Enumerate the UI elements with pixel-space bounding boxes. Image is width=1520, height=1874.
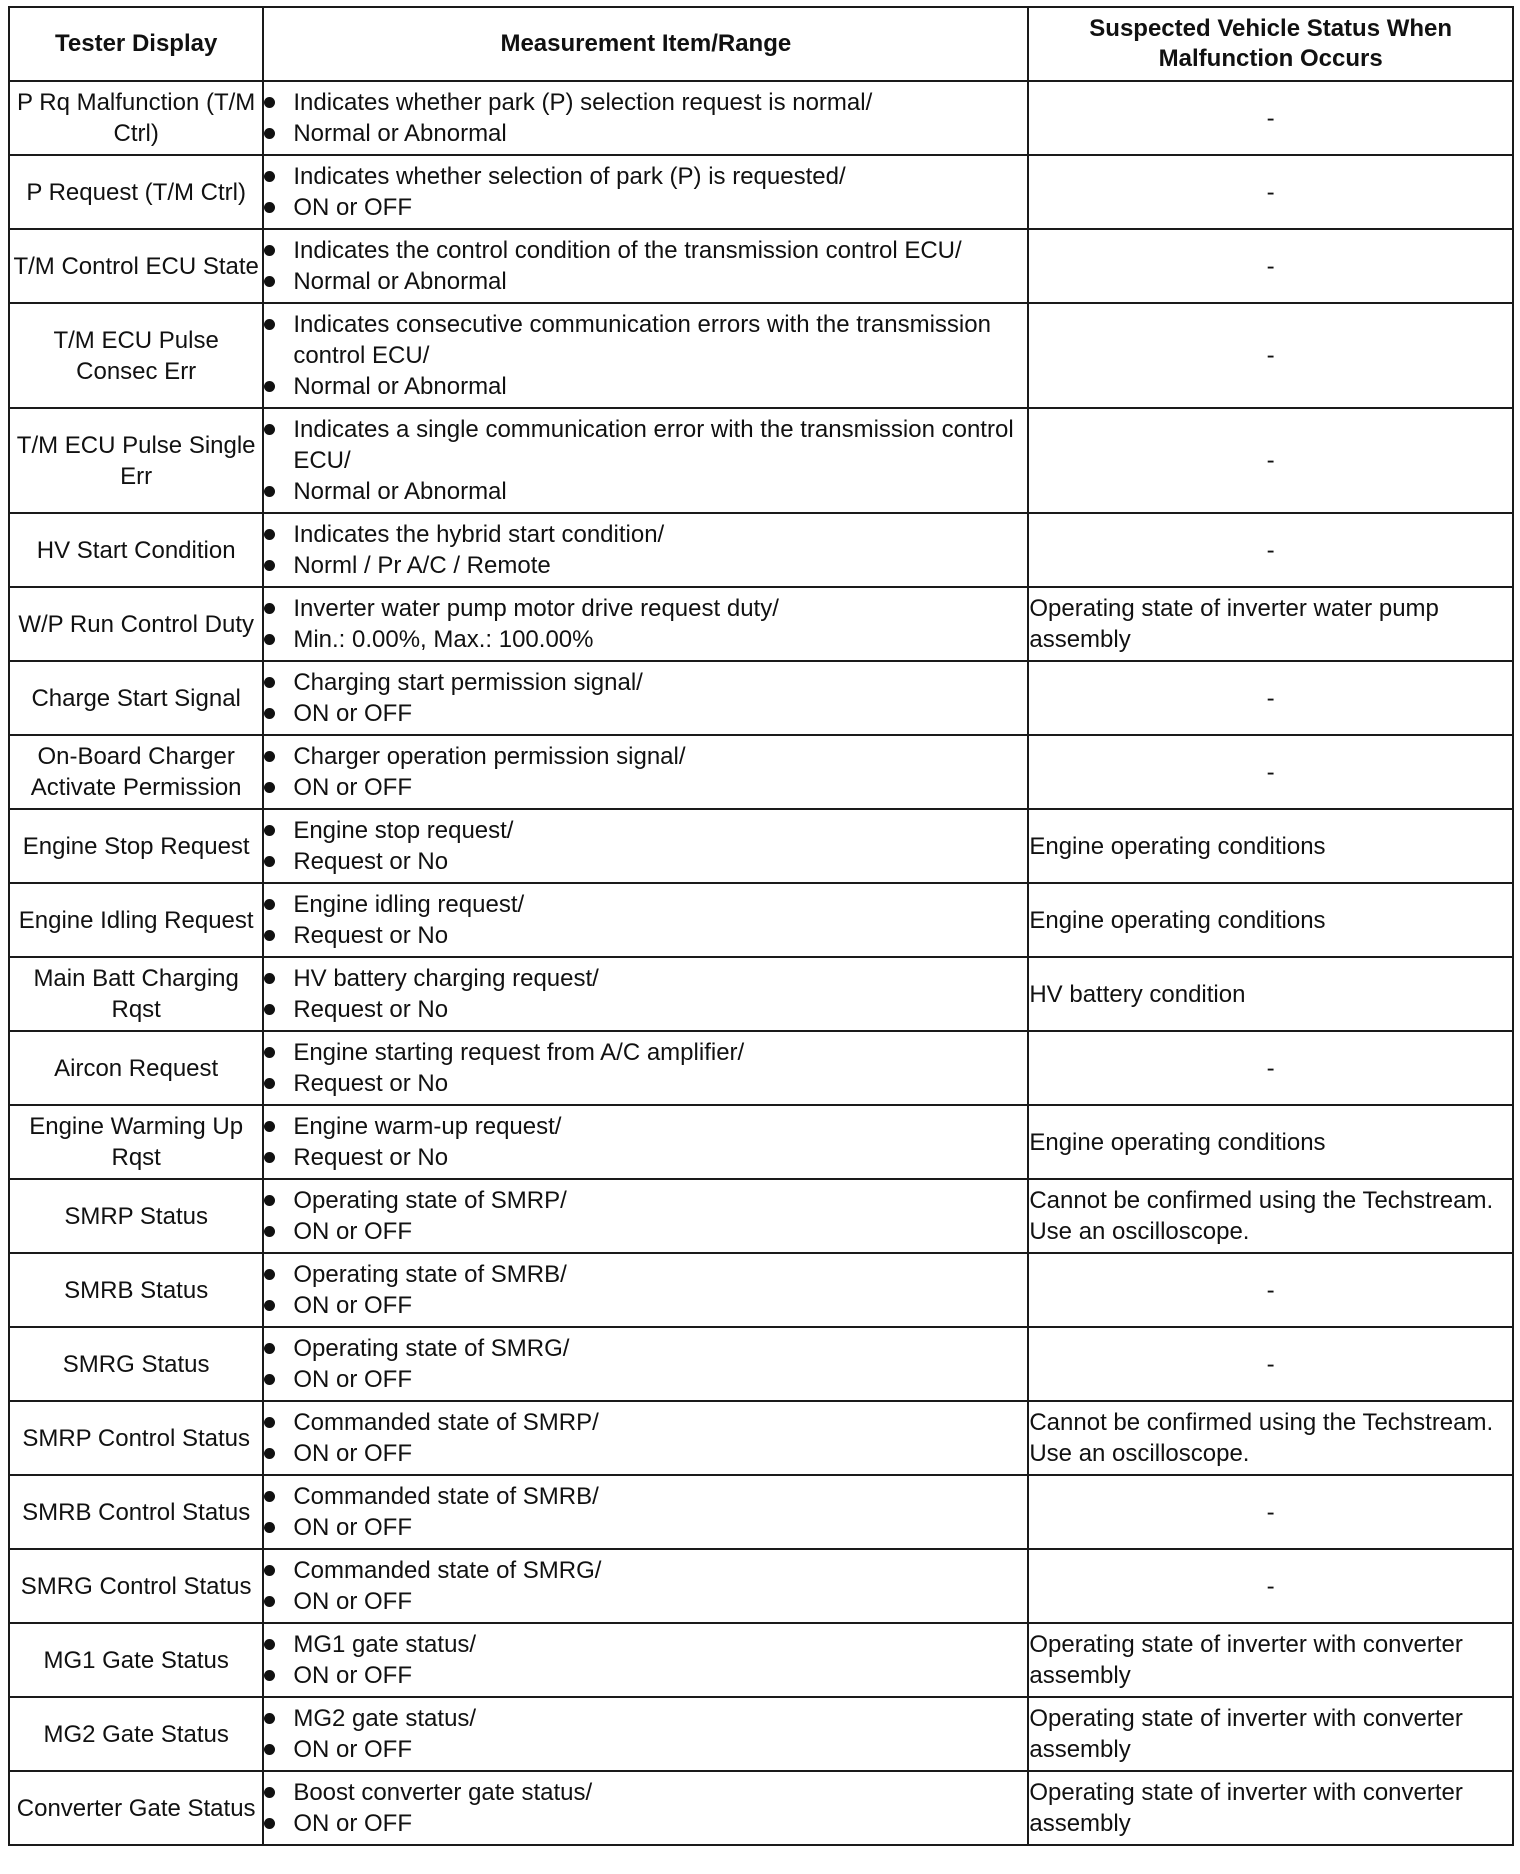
suspected-status-cell: Engine operating conditions — [1028, 1105, 1513, 1179]
tester-display-cell: W/P Run Control Duty — [9, 587, 263, 661]
measurement-range — [264, 624, 1027, 655]
measurement-cell — [263, 1105, 1028, 1179]
table-row — [9, 303, 1513, 408]
measurement-item — [264, 667, 1027, 698]
measurement-item — [264, 161, 1027, 192]
bullet-icon — [264, 128, 275, 139]
bullet-icon — [264, 1522, 275, 1533]
table-row — [9, 809, 1513, 883]
measurement-range — [264, 1734, 1027, 1765]
header-measurement-item: Measurement Item/Range — [263, 7, 1028, 81]
bullet-icon — [264, 1152, 275, 1163]
measurement-range-text: Request or No — [293, 848, 449, 875]
header-tester-display: Tester Display — [9, 7, 263, 81]
tester-display-cell: HV Start Condition — [9, 513, 263, 587]
measurement-item-text: Operating state of SMRG/ — [293, 1335, 570, 1362]
table-row — [9, 661, 1513, 735]
table-row — [9, 1549, 1513, 1623]
measurement-cell — [263, 1475, 1028, 1549]
bullet-icon — [264, 1744, 275, 1755]
tester-display-cell: Main Batt Charging Rqst — [9, 957, 263, 1031]
measurement-range-text: ON or OFF — [293, 700, 412, 727]
bullet-icon — [264, 1195, 275, 1206]
tester-display-cell: Converter Gate Status — [9, 1771, 263, 1845]
measurement-range-text: Request or No — [293, 922, 449, 949]
measurement-item — [264, 741, 1027, 772]
bullet-icon — [264, 708, 275, 719]
table-row — [9, 1697, 1513, 1771]
suspected-status-cell: - — [1028, 229, 1513, 303]
suspected-status-cell: Engine operating conditions — [1028, 883, 1513, 957]
measurement-range-text: ON or OFF — [293, 1588, 412, 1615]
suspected-status-cell: Engine operating conditions — [1028, 809, 1513, 883]
table-row — [9, 229, 1513, 303]
bullet-icon — [264, 97, 275, 108]
table-body — [9, 81, 1513, 1845]
measurement-range-text: ON or OFF — [293, 194, 412, 221]
measurement-item — [264, 1481, 1027, 1512]
measurement-cell — [263, 513, 1028, 587]
measurement-item-text: Operating state of SMRB/ — [293, 1261, 567, 1288]
suspected-status-cell: Operating state of inverter with converter assembly — [1028, 1697, 1513, 1771]
table-row — [9, 1179, 1513, 1253]
table-row — [9, 1771, 1513, 1845]
measurement-cell — [263, 587, 1028, 661]
tester-display-cell: T/M ECU Pulse Consec Err — [9, 303, 263, 408]
measurement-range-text: Norml / Pr A/C / Remote — [293, 552, 551, 579]
suspected-status-cell: - — [1028, 1475, 1513, 1549]
measurement-range-text: ON or OFF — [293, 1514, 412, 1541]
bullet-icon — [264, 1787, 275, 1798]
measurement-item — [264, 889, 1027, 920]
measurement-cell — [263, 408, 1028, 513]
measurement-item-text: Engine starting request from A/C amplifier/ — [293, 1039, 745, 1066]
measurement-range-text: ON or OFF — [293, 1218, 412, 1245]
measurement-item — [264, 309, 1027, 371]
measurement-range — [264, 1142, 1027, 1173]
bullet-icon — [264, 751, 275, 762]
measurement-item — [264, 519, 1027, 550]
measurement-range — [264, 1586, 1027, 1617]
measurement-range — [264, 846, 1027, 877]
bullet-icon — [264, 856, 275, 867]
bullet-icon — [264, 825, 275, 836]
bullet-icon — [264, 1004, 275, 1015]
bullet-icon — [264, 381, 275, 392]
bullet-icon — [264, 1047, 275, 1058]
table-row — [9, 155, 1513, 229]
measurement-item — [264, 1333, 1027, 1364]
bullet-icon — [264, 1417, 275, 1428]
measurement-cell — [263, 1179, 1028, 1253]
measurement-item-text: Boost converter gate status/ — [293, 1779, 593, 1806]
measurement-range — [264, 772, 1027, 803]
bullet-icon — [264, 1565, 275, 1576]
measurement-range — [264, 266, 1027, 297]
bullet-icon — [264, 1300, 275, 1311]
data-list-table — [8, 6, 1514, 1846]
suspected-status-cell: - — [1028, 735, 1513, 809]
measurement-item — [264, 1703, 1027, 1734]
bullet-icon — [264, 486, 275, 497]
tester-display-cell: P Request (T/M Ctrl) — [9, 155, 263, 229]
suspected-status-cell: - — [1028, 1031, 1513, 1105]
tester-display-cell: SMRB Status — [9, 1253, 263, 1327]
suspected-status-cell: - — [1028, 1253, 1513, 1327]
measurement-item-text: Indicates consecutive communication errors with the transmission control ECU/ — [293, 311, 991, 369]
suspected-status-cell: Cannot be confirmed using the Techstream. Use an oscilloscope. — [1028, 1401, 1513, 1475]
table-row — [9, 81, 1513, 155]
measurement-range-text: Request or No — [293, 996, 449, 1023]
suspected-status-cell: - — [1028, 155, 1513, 229]
measurement-cell — [263, 883, 1028, 957]
suspected-status-cell: - — [1028, 303, 1513, 408]
measurement-item — [264, 1185, 1027, 1216]
bullet-icon — [264, 1596, 275, 1607]
suspected-status-cell: HV battery condition — [1028, 957, 1513, 1031]
tester-display-cell: SMRG Control Status — [9, 1549, 263, 1623]
measurement-range-text: Normal or Abnormal — [293, 478, 507, 505]
bullet-icon — [264, 899, 275, 910]
measurement-item — [264, 1777, 1027, 1808]
tester-display-cell: P Rq Malfunction (T/M Ctrl) — [9, 81, 263, 155]
table-row — [9, 1401, 1513, 1475]
measurement-item — [264, 963, 1027, 994]
measurement-cell — [263, 303, 1028, 408]
bullet-icon — [264, 634, 275, 645]
measurement-range — [264, 476, 1027, 507]
measurement-range — [264, 192, 1027, 223]
bullet-icon — [264, 1639, 275, 1650]
measurement-item — [264, 1259, 1027, 1290]
bullet-icon — [264, 930, 275, 941]
tester-display-cell: Aircon Request — [9, 1031, 263, 1105]
measurement-item-text: Charger operation permission signal/ — [293, 743, 686, 770]
measurement-cell — [263, 1031, 1028, 1105]
table-row — [9, 1475, 1513, 1549]
bullet-icon — [264, 1491, 275, 1502]
measurement-cell — [263, 229, 1028, 303]
measurement-range — [264, 118, 1027, 149]
table-row — [9, 587, 1513, 661]
measurement-item — [264, 87, 1027, 118]
measurement-item-text: Operating state of SMRP/ — [293, 1187, 567, 1214]
suspected-status-cell: - — [1028, 1327, 1513, 1401]
suspected-status-cell: - — [1028, 408, 1513, 513]
table-row — [9, 957, 1513, 1031]
tester-display-cell: SMRP Status — [9, 1179, 263, 1253]
measurement-range-text: Request or No — [293, 1070, 449, 1097]
measurement-cell — [263, 1623, 1028, 1697]
measurement-cell — [263, 1327, 1028, 1401]
tester-display-cell: MG2 Gate Status — [9, 1697, 263, 1771]
measurement-range-text: Normal or Abnormal — [293, 373, 507, 400]
measurement-range-text: ON or OFF — [293, 774, 412, 801]
suspected-status-cell: Operating state of inverter with converter assembly — [1028, 1623, 1513, 1697]
header-suspected-status: Suspected Vehicle Status When Malfunction Occurs — [1028, 7, 1513, 81]
measurement-item-text: Engine warm-up request/ — [293, 1113, 562, 1140]
measurement-range — [264, 920, 1027, 951]
bullet-icon — [264, 560, 275, 571]
measurement-item-text: Commanded state of SMRB/ — [293, 1483, 599, 1510]
tester-display-cell: Engine Warming Up Rqst — [9, 1105, 263, 1179]
measurement-cell — [263, 661, 1028, 735]
measurement-cell — [263, 1549, 1028, 1623]
tester-display-cell: MG1 Gate Status — [9, 1623, 263, 1697]
table-row — [9, 1031, 1513, 1105]
tester-display-cell: T/M ECU Pulse Single Err — [9, 408, 263, 513]
measurement-item — [264, 1629, 1027, 1660]
measurement-item — [264, 1037, 1027, 1068]
measurement-cell — [263, 1401, 1028, 1475]
measurement-item-text: Indicates the control condition of the transmission control ECU/ — [293, 237, 962, 264]
measurement-range-text: ON or OFF — [293, 1366, 412, 1393]
bullet-icon — [264, 1670, 275, 1681]
tester-display-cell: T/M Control ECU State — [9, 229, 263, 303]
measurement-range — [264, 1512, 1027, 1543]
bullet-icon — [264, 529, 275, 540]
measurement-range-text: ON or OFF — [293, 1292, 412, 1319]
table-row — [9, 1623, 1513, 1697]
bullet-icon — [264, 1818, 275, 1829]
bullet-icon — [264, 1448, 275, 1459]
measurement-range-text: ON or OFF — [293, 1662, 412, 1689]
measurement-cell — [263, 1697, 1028, 1771]
bullet-icon — [264, 1374, 275, 1385]
measurement-range — [264, 1808, 1027, 1839]
measurement-item — [264, 1555, 1027, 1586]
table-row — [9, 735, 1513, 809]
measurement-range — [264, 1068, 1027, 1099]
measurement-range-text: Normal or Abnormal — [293, 268, 507, 295]
measurement-item-text: Indicates whether selection of park (P) is requested/ — [293, 163, 846, 190]
bullet-icon — [264, 276, 275, 287]
bullet-icon — [264, 202, 275, 213]
bullet-icon — [264, 1121, 275, 1132]
tester-display-cell: On-Board Charger Activate Permission — [9, 735, 263, 809]
bullet-icon — [264, 245, 275, 256]
tester-display-cell: SMRG Status — [9, 1327, 263, 1401]
suspected-status-cell: Operating state of inverter water pump assembly — [1028, 587, 1513, 661]
measurement-item — [264, 1111, 1027, 1142]
bullet-icon — [264, 973, 275, 984]
measurement-cell — [263, 1771, 1028, 1845]
measurement-item-text: Engine idling request/ — [293, 891, 525, 918]
measurement-cell — [263, 735, 1028, 809]
measurement-range — [264, 1290, 1027, 1321]
measurement-item — [264, 593, 1027, 624]
measurement-range — [264, 1216, 1027, 1247]
suspected-status-cell: Cannot be confirmed using the Techstream. Use an oscilloscope. — [1028, 1179, 1513, 1253]
bullet-icon — [264, 319, 275, 330]
measurement-range-text: ON or OFF — [293, 1440, 412, 1467]
bullet-icon — [264, 603, 275, 614]
measurement-range — [264, 1660, 1027, 1691]
measurement-cell — [263, 957, 1028, 1031]
measurement-item-text: MG1 gate status/ — [293, 1631, 477, 1658]
measurement-range-text: Min.: 0.00%, Max.: 100.00% — [293, 626, 594, 653]
table-header-row — [9, 7, 1513, 81]
measurement-range — [264, 1364, 1027, 1395]
bullet-icon — [264, 1713, 275, 1724]
measurement-range — [264, 994, 1027, 1025]
measurement-item-text: Indicates a single communication error with the transmission control ECU/ — [293, 416, 1014, 474]
measurement-range — [264, 550, 1027, 581]
measurement-item-text: Indicates the hybrid start condition/ — [293, 521, 665, 548]
measurement-range-text: ON or OFF — [293, 1736, 412, 1763]
bullet-icon — [264, 424, 275, 435]
measurement-cell — [263, 81, 1028, 155]
bullet-icon — [264, 171, 275, 182]
tester-display-cell: Engine Stop Request — [9, 809, 263, 883]
measurement-item — [264, 235, 1027, 266]
tester-display-cell: Charge Start Signal — [9, 661, 263, 735]
measurement-range — [264, 371, 1027, 402]
bullet-icon — [264, 1226, 275, 1237]
suspected-status-cell: Operating state of inverter with converter assembly — [1028, 1771, 1513, 1845]
measurement-item — [264, 1407, 1027, 1438]
measurement-item — [264, 414, 1027, 476]
measurement-range — [264, 698, 1027, 729]
suspected-status-cell: - — [1028, 1549, 1513, 1623]
measurement-range-text: ON or OFF — [293, 1810, 412, 1837]
suspected-status-cell: - — [1028, 81, 1513, 155]
bullet-icon — [264, 782, 275, 793]
measurement-item — [264, 815, 1027, 846]
suspected-status-cell: - — [1028, 661, 1513, 735]
bullet-icon — [264, 677, 275, 688]
table-row — [9, 408, 1513, 513]
bullet-icon — [264, 1343, 275, 1354]
tester-display-cell: SMRB Control Status — [9, 1475, 263, 1549]
measurement-item-text: Indicates whether park (P) selection request is normal/ — [293, 89, 873, 116]
measurement-cell — [263, 809, 1028, 883]
measurement-cell — [263, 155, 1028, 229]
table-row — [9, 1105, 1513, 1179]
measurement-range-text: Normal or Abnormal — [293, 120, 507, 147]
measurement-item-text: Charging start permission signal/ — [293, 669, 643, 696]
measurement-cell — [263, 1253, 1028, 1327]
table-row — [9, 883, 1513, 957]
measurement-item-text: MG2 gate status/ — [293, 1705, 477, 1732]
tester-display-cell: Engine Idling Request — [9, 883, 263, 957]
measurement-item-text: Commanded state of SMRP/ — [293, 1409, 599, 1436]
table-row — [9, 1253, 1513, 1327]
suspected-status-cell: - — [1028, 513, 1513, 587]
measurement-item-text: HV battery charging request/ — [293, 965, 599, 992]
table-row — [9, 513, 1513, 587]
measurement-range — [264, 1438, 1027, 1469]
bullet-icon — [264, 1269, 275, 1280]
measurement-item-text: Inverter water pump motor drive request duty/ — [293, 595, 779, 622]
measurement-item-text: Engine stop request/ — [293, 817, 514, 844]
tester-display-cell: SMRP Control Status — [9, 1401, 263, 1475]
bullet-icon — [264, 1078, 275, 1089]
measurement-range-text: Request or No — [293, 1144, 449, 1171]
table-row — [9, 1327, 1513, 1401]
measurement-item-text: Commanded state of SMRG/ — [293, 1557, 602, 1584]
